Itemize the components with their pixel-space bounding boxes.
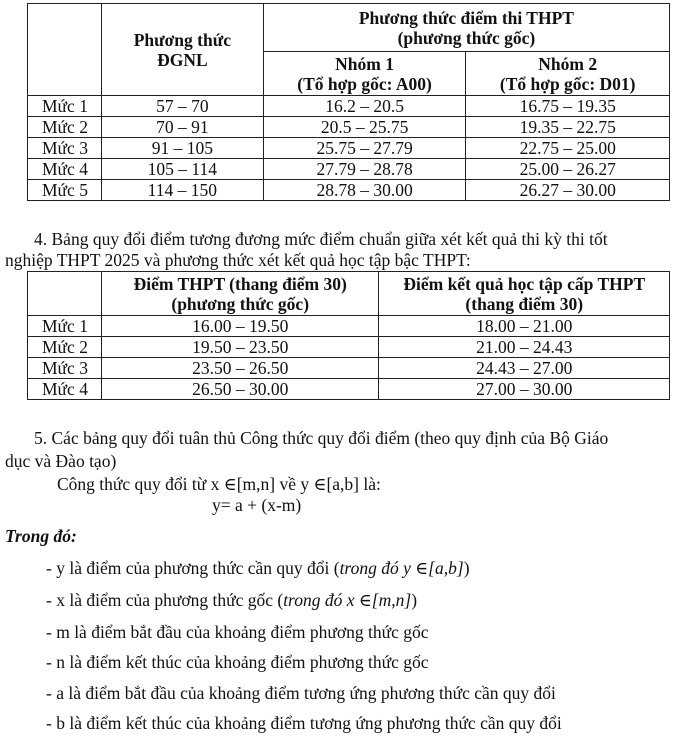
section4-line1: 4. Bảng quy đổi điểm tương đương mức điểm chuẩn giữa xét kết quả thi kỳ thi tốt [34, 229, 608, 249]
cell-dgnl: 57 – 70 [101, 96, 263, 117]
formula: y= a + (x-m) [212, 495, 302, 515]
cell-group1: 25.75 – 27.79 [263, 138, 466, 159]
table1-header-dgnl: Phương thức ĐGNL [101, 4, 263, 96]
row-level: Mức 1 [28, 316, 102, 337]
table2-corner-cell [28, 272, 102, 316]
row-level: Mức 2 [28, 117, 102, 138]
where-item-a: - a là điểm bắt đầu của khoảng điểm tương ứng phương thức cần quy đổi [46, 683, 556, 703]
table-row [28, 337, 670, 358]
cell-thpt: 19.50 – 23.50 [101, 337, 379, 358]
table1-corner-cell [28, 4, 102, 96]
formula-intro: Công thức quy đổi từ x ∈[m,n] về y ∈[a,b] là: [57, 474, 381, 494]
table-row [28, 316, 670, 337]
where-item-n: - n là điểm kết thúc của khoảng điểm phương thức gốc [46, 652, 429, 672]
table1-header-group1: Nhóm 1 (Tổ hợp gốc: A00) [263, 52, 466, 96]
row-level: Mức 2 [28, 337, 102, 358]
table2-header-academic: Điểm kết quả học tập cấp THPT (thang điểm 30) [379, 272, 670, 316]
cell-group2: 16.75 – 19.35 [466, 96, 670, 117]
table-row [28, 96, 670, 117]
cell-group2: 19.35 – 22.75 [466, 117, 670, 138]
table-row [28, 180, 670, 201]
cell-academic: 27.00 – 30.00 [379, 379, 670, 400]
table-row [28, 117, 670, 138]
where-title: Trong đó: [5, 526, 77, 546]
row-level: Mức 3 [28, 138, 102, 159]
cell-group2: 26.27 – 30.00 [466, 180, 670, 201]
table-dgnl-conversion [27, 3, 670, 201]
table2-header-thpt: Điểm THPT (thang điểm 30) (phương thức gốc) [101, 272, 379, 316]
cell-dgnl: 105 – 114 [101, 159, 263, 180]
cell-group1: 27.79 – 28.78 [263, 159, 466, 180]
table-row [28, 138, 670, 159]
section5-line1: 5. Các bảng quy đổi tuân thủ Công thức quy đổi điểm (theo quy định của Bộ Giáo [34, 428, 609, 448]
row-level: Mức 4 [28, 379, 102, 400]
row-level: Mức 3 [28, 358, 102, 379]
cell-group2: 22.75 – 25.00 [466, 138, 670, 159]
cell-group1: 28.78 – 30.00 [263, 180, 466, 201]
section5-line2: dục và Đào tạo) [5, 451, 117, 471]
where-item-y: - y là điểm của phương thức cần quy đổi (trong đó y ∈[a,b]) [46, 558, 470, 578]
cell-academic: 21.00 – 24.43 [379, 337, 670, 358]
where-item-b: - b là điểm kết thúc của khoảng điểm tương ứng phương thức cần quy đổi [46, 713, 562, 733]
table-thpt-conversion [27, 271, 670, 400]
where-item-x: - x là điểm của phương thức gốc (trong đó x ∈[m,n]) [46, 590, 418, 610]
table-row [28, 379, 670, 400]
cell-dgnl: 70 – 91 [101, 117, 263, 138]
row-level: Mức 5 [28, 180, 102, 201]
cell-academic: 18.00 – 21.00 [379, 316, 670, 337]
table1-header-group2: Nhóm 2 (Tổ hợp gốc: D01) [466, 52, 670, 96]
cell-thpt: 23.50 – 26.50 [101, 358, 379, 379]
cell-dgnl: 91 – 105 [101, 138, 263, 159]
table1-header-thpt: Phương thức điểm thi THPT (phương thức gốc) [263, 4, 669, 52]
row-level: Mức 1 [28, 96, 102, 117]
cell-thpt: 16.00 – 19.50 [101, 316, 379, 337]
section4-line2: nghiệp THPT 2025 và phương thức xét kết quả học tập bậc THPT: [5, 250, 471, 270]
cell-academic: 24.43 – 27.00 [379, 358, 670, 379]
cell-dgnl: 114 – 150 [101, 180, 263, 201]
cell-thpt: 26.50 – 30.00 [101, 379, 379, 400]
where-item-m: - m là điểm bắt đầu của khoảng điểm phương thức gốc [46, 622, 429, 642]
table-row [28, 159, 670, 180]
table-row [28, 358, 670, 379]
row-level: Mức 4 [28, 159, 102, 180]
cell-group2: 25.00 – 26.27 [466, 159, 670, 180]
cell-group1: 20.5 – 25.75 [263, 117, 466, 138]
cell-group1: 16.2 – 20.5 [263, 96, 466, 117]
